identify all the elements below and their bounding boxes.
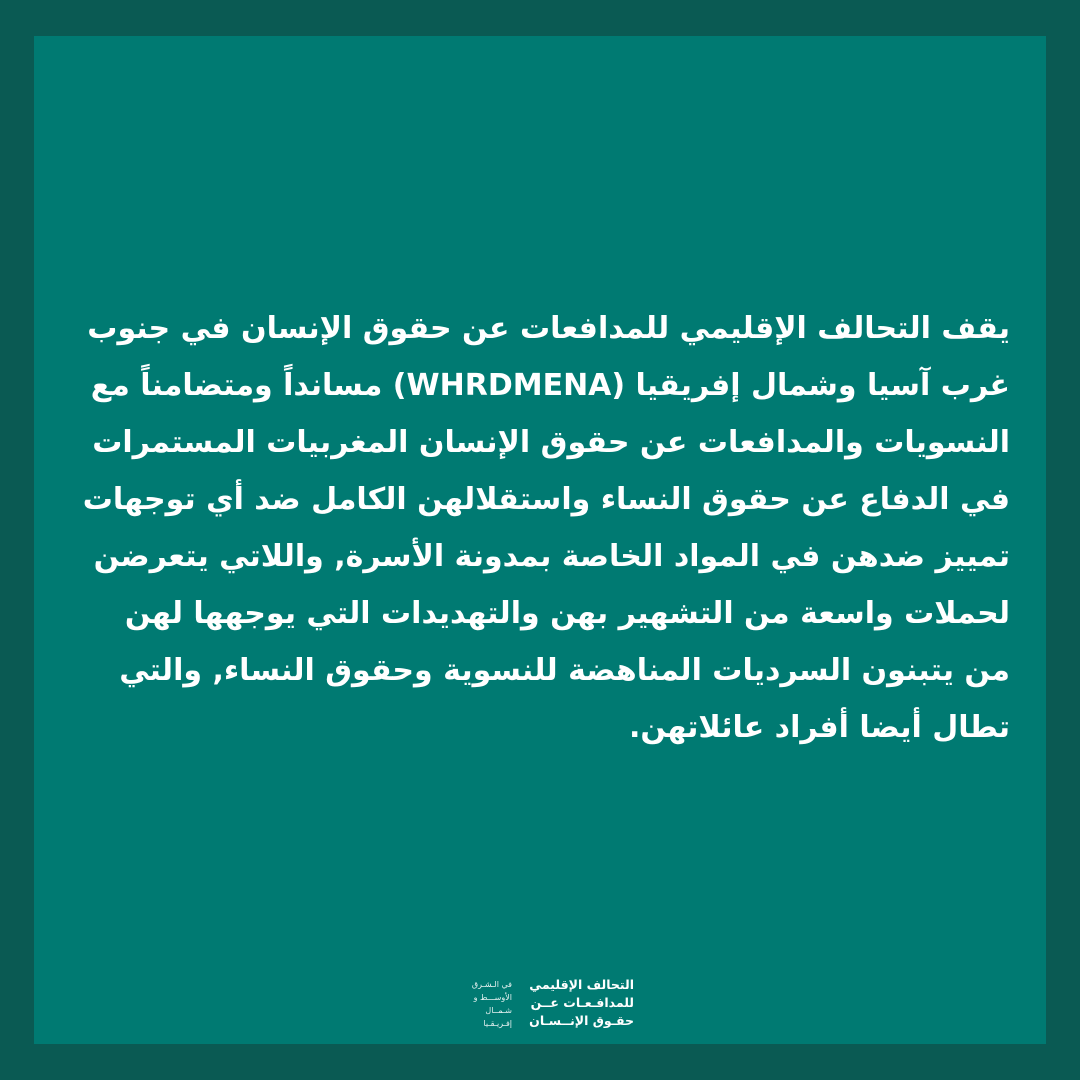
logo-main-line: التحالف الإقليمي xyxy=(529,977,634,992)
statement-line: لحملات واسعة من التشهير بهن والتهديدات التي يوجهها لهن xyxy=(124,596,1010,631)
statement-line: تمييز ضدهن في المواد الخاصة بمدونة الأسرة, واللاتي يتعرضن xyxy=(93,539,1010,574)
statement-line: النسويات والمدافعات عن حقوق الإنسان المغربيات المستمرات xyxy=(92,425,1010,460)
logo-sub-line: إفـريـقـيا xyxy=(483,1019,512,1028)
statement-line: في الدفاع عن حقوق النساء واستقلالهن الكامل ضد أي توجهات xyxy=(82,482,1010,517)
statement-line: يقف التحالف الإقليمي للمدافعات عن حقوق الإنسان في جنوب xyxy=(87,311,1010,346)
logo-main-line: للمدافـعـات عــن xyxy=(530,995,634,1010)
logo-region-text xyxy=(452,978,512,1030)
coalition-logo xyxy=(448,976,634,1032)
solidarity-statement xyxy=(80,300,1010,756)
logo-sub-line: في الـشـرق xyxy=(471,980,512,989)
statement-line: غرب آسيا وشمال إفريقيا (WHRDMENA) مسانداً ومتضامناً مع xyxy=(90,368,1010,403)
logo-main-line: حقـوق الإنــسـان xyxy=(529,1013,634,1028)
logo-sub-line: شـمــال xyxy=(485,1006,512,1015)
statement-line: من يتبنون السرديات المناهضة للنسوية وحقوق النساء, والتي xyxy=(119,653,1010,688)
logo-sub-line: الأوســـط و xyxy=(473,993,512,1002)
statement-line: تطال أيضا أفراد عائلاتهن. xyxy=(628,710,1010,745)
logo-main-text xyxy=(514,976,634,1030)
